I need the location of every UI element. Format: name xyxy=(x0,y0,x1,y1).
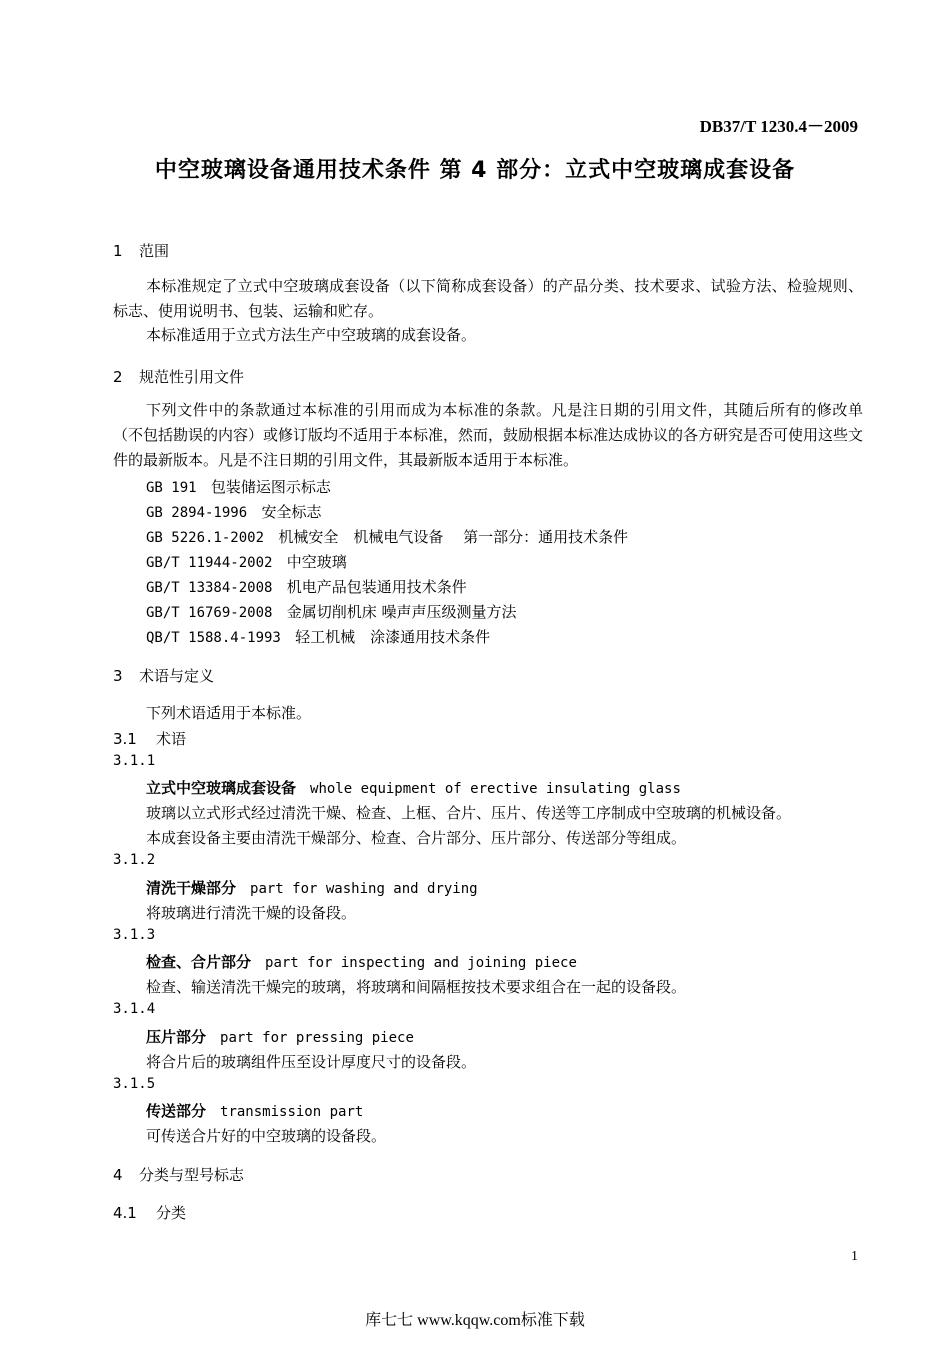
term-title xyxy=(146,1026,414,1047)
term-number: 3.1.5 xyxy=(113,1076,156,1092)
term-number: 3.1.4 xyxy=(113,1001,156,1017)
reference-title: 机械安全 机械电气设备 第一部分：通用技术条件 xyxy=(278,528,629,546)
term-chinese: 立式中空玻璃成套设备 xyxy=(146,779,297,797)
standard-number: DB37/T 1230.4－2009 xyxy=(699,117,858,136)
reference-item xyxy=(146,601,517,622)
reference-title: 金属切削机床 噪声声压级测量方法 xyxy=(286,603,517,621)
reference-code: GB 5226.1-2002 xyxy=(146,530,265,546)
section-number: 1 xyxy=(113,242,123,260)
reference-item xyxy=(146,501,321,522)
term-english: part for washing and drying xyxy=(250,881,478,897)
reference-item xyxy=(146,576,467,597)
term-title xyxy=(146,777,681,798)
section-3-heading xyxy=(113,665,214,686)
term-definition: 本成套设备主要由清洗干燥部分、检查、合片部分、压片部分、传送部分等组成。 xyxy=(146,829,687,847)
term-english: whole equipment of erective insulating glass xyxy=(310,781,681,797)
reference-code: GB/T 11944-2002 xyxy=(146,555,273,571)
reference-title: 安全标志 xyxy=(261,503,322,521)
term-number: 3.1.3 xyxy=(113,927,156,943)
reference-code: GB 2894-1996 xyxy=(146,505,248,521)
term-chinese: 传送部分 xyxy=(146,1102,207,1120)
reference-title: 中空玻璃 xyxy=(286,553,347,571)
section-1-paragraph-1: 本标准规定了立式中空玻璃成套设备（以下简称成套设备）的产品分类、技术要求、试验方法、检验规则、标志、使用说明书、包装、运输和贮存。 xyxy=(113,277,863,320)
reference-code: QB/T 1588.4-1993 xyxy=(146,630,281,646)
reference-item xyxy=(146,526,628,547)
reference-code: GB 191 xyxy=(146,480,197,496)
section-number: 3 xyxy=(113,667,123,685)
term-definition: 将合片后的玻璃组件压至设计厚度尺寸的设备段。 xyxy=(146,1053,477,1071)
reference-title: 机电产品包装通用技术条件 xyxy=(286,578,467,596)
page-number: 1 xyxy=(851,1249,858,1264)
term-number: 3.1.2 xyxy=(113,852,156,868)
subsection-3-1-heading xyxy=(113,728,186,749)
term-definition: 将玻璃进行清洗干燥的设备段。 xyxy=(146,904,357,922)
term-title xyxy=(146,1100,363,1121)
reference-code: GB/T 13384-2008 xyxy=(146,580,273,596)
section-1-heading xyxy=(113,240,169,261)
section-2-paragraph: 下列文件中的条款通过本标准的引用而成为本标准的条款。凡是注日期的引用文件，其随后所有的修改单（不包括勘误的内容）或修订版均不适用于本标准，然而，鼓励根据本标准达成协议的各方研究是否可使用这些文件的最新版本。凡是不注日期的引用文件，其最新版本适用于本标准。 xyxy=(113,401,864,469)
subsection-number: 4.1 xyxy=(113,1204,137,1222)
term-definition: 可传送合片好的中空玻璃的设备段。 xyxy=(146,1127,387,1145)
term-title xyxy=(146,951,577,972)
reference-item xyxy=(146,551,347,572)
reference-item xyxy=(146,476,331,497)
term-chinese: 检查、合片部分 xyxy=(146,953,252,971)
section-4-heading xyxy=(113,1164,244,1185)
term-chinese: 压片部分 xyxy=(146,1028,207,1046)
section-title: 术语与定义 xyxy=(139,667,215,685)
term-definition: 玻璃以立式形式经过清洗干燥、检查、上框、合片、压片、传送等工序制成中空玻璃的机械设备。 xyxy=(146,804,792,822)
footer-watermark: 库七七 www.kqqw.com标准下载 xyxy=(365,1312,585,1329)
section-number: 4 xyxy=(113,1166,123,1184)
subsection-number: 3.1 xyxy=(113,730,137,748)
section-2-heading xyxy=(113,366,244,387)
section-title: 分类与型号标志 xyxy=(139,1166,245,1184)
term-definition: 检查、输送清洗干燥完的玻璃，将玻璃和间隔框按技术要求组合在一起的设备段。 xyxy=(146,978,687,996)
subsection-4-1-heading xyxy=(113,1202,186,1223)
document-title: 中空玻璃设备通用技术条件 第 4 部分：立式中空玻璃成套设备 xyxy=(154,158,796,183)
term-title xyxy=(146,877,478,898)
section-title: 规范性引用文件 xyxy=(139,368,245,386)
term-english: part for pressing piece xyxy=(220,1030,414,1046)
reference-title: 轻工机械 涂漆通用技术条件 xyxy=(295,628,491,646)
term-english: part for inspecting and joining piece xyxy=(265,955,577,971)
subsection-title: 术语 xyxy=(156,730,187,748)
section-3-intro: 下列术语适用于本标准。 xyxy=(146,704,312,722)
section-title: 范围 xyxy=(139,242,170,260)
subsection-title: 分类 xyxy=(156,1204,187,1222)
section-number: 2 xyxy=(113,368,123,386)
term-number: 3.1.1 xyxy=(113,753,156,769)
reference-code: GB/T 16769-2008 xyxy=(146,605,273,621)
reference-item xyxy=(146,626,490,647)
term-english: transmission part xyxy=(220,1104,364,1120)
reference-title: 包装储运图示标志 xyxy=(210,478,331,496)
section-1-paragraph-2: 本标准适用于立式方法生产中空玻璃的成套设备。 xyxy=(146,326,477,344)
term-chinese: 清洗干燥部分 xyxy=(146,879,237,897)
